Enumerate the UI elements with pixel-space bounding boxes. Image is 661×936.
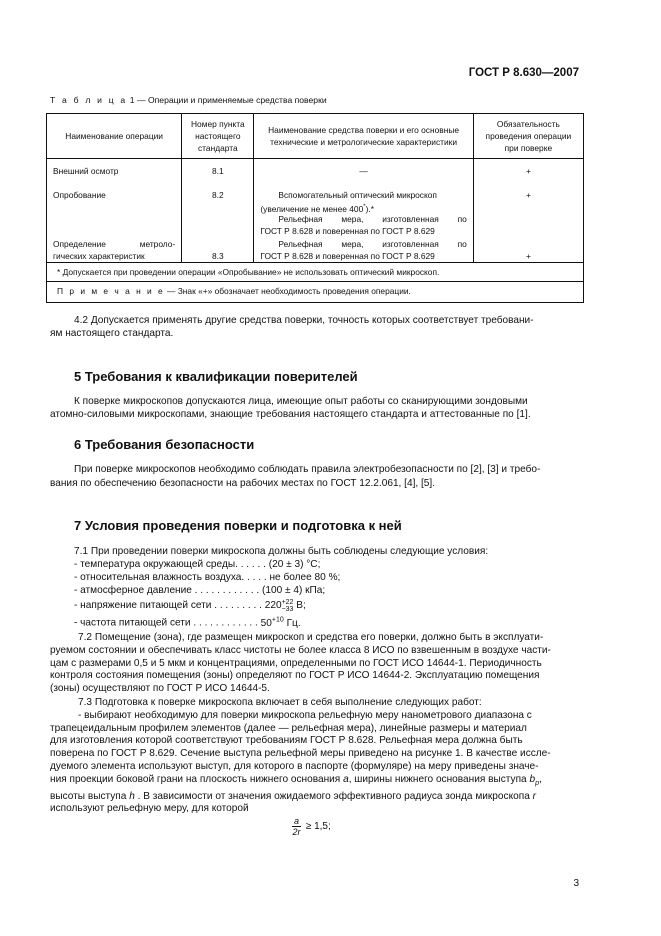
- condition-value: (20 ± 3) °С;: [268, 559, 321, 570]
- table-footnote: * Допускается при проведении операции «Опробывание» не использовать оптический микроскоп.: [47, 263, 584, 282]
- text-line: - выбирают необходимую для поверки микроскопа рельефную меру нанометрового диапазона с: [78, 709, 532, 721]
- means-word-made: изготовленная: [382, 214, 439, 224]
- paragraph-7-2: [50, 632, 586, 696]
- formula-rhs: ≥ 1,5;: [305, 821, 331, 832]
- text-line: для изготовления которой соответствуют требованиям ГОСТ Р 8.628. Рельефная мера должна быть: [50, 735, 523, 747]
- means-word-made: изготовленная: [382, 239, 439, 249]
- condition-temperature: [74, 559, 340, 572]
- row1-req: +: [525, 166, 531, 176]
- row2-name: Опробование: [53, 190, 106, 200]
- row3-name-word2: метроло-: [139, 239, 176, 249]
- condition-label: - напряжение питающей сети . . . . . . . . .: [74, 600, 262, 612]
- condition-label: - температура окружающей среды. . . . . .: [74, 559, 266, 570]
- condition-frequency: [74, 614, 340, 630]
- text-line: поверена по ГОСТ Р 8.629. Сечение выступа рельефной меры приведено на рисунке 1. В качестве иссле-: [50, 748, 551, 760]
- means-word-relief: Рельефная: [278, 214, 323, 224]
- text-line: используют рельефную меру, для которой: [50, 803, 249, 815]
- means-word-mera: мера,: [341, 239, 364, 249]
- row1-means: —: [359, 166, 368, 176]
- row3-name-line1: [53, 238, 175, 250]
- row3-req: +: [525, 251, 531, 261]
- formula: [292, 816, 331, 837]
- row3-means-line1: [260, 238, 466, 250]
- text-line: 7.2 Помещение (зона), где размещен микроскоп и средства его поверки, должно быть в эксплуати-: [78, 632, 544, 643]
- section-5-title: 5 Требования к квалификации поверителей: [74, 369, 358, 384]
- condition-voltage: [74, 597, 340, 614]
- text-line: (зоны) осуществляют по ГОСТ Р ИСО 14644-5.: [50, 683, 270, 695]
- table-header-row: [47, 114, 584, 159]
- text-line: высоты выступа h . В зависимости от значения ожидаемого эффективного радиуса зонда микроскопа r: [50, 790, 536, 802]
- page-number: 3: [573, 878, 579, 889]
- condition-value: 220 +22 −33 В;: [264, 598, 306, 613]
- operations-table: [46, 113, 584, 303]
- condition-label: - частота питающей сети . . . . . . . . . . . .: [74, 617, 258, 629]
- formula-numerator: a: [294, 816, 300, 826]
- means-word-mera: мера,: [341, 214, 364, 224]
- means-word-po: по: [457, 239, 467, 249]
- table-caption-prefix: Т а б л и ц а: [50, 95, 128, 105]
- table-note: [47, 282, 584, 303]
- section-6-line1: При поверке микроскопов необходимо соблюдать правила электробезопасности по [2], [3] и требо-: [74, 464, 541, 475]
- condition-value: (100 ± 4) кПа;: [262, 584, 326, 596]
- condition-pressure: [74, 585, 340, 598]
- text-line: дуемого элемента используют выступ, для которого в паспорте (формуляре) на меру приведены значе-: [50, 760, 539, 772]
- header-clause-number: Номер пункта настоящего стандарта: [182, 114, 254, 159]
- text-line: руемом состоянии и обеспечивать класс чистоты не более класса 8 ИСО по взвешенным в воздухе части-: [50, 644, 551, 656]
- table-note-row: [47, 282, 584, 303]
- section-7-title: 7 Условия проведения поверки и подготовка к ней: [74, 518, 402, 533]
- note-text: — Знак «+» обозначает необходимость проведения операции.: [167, 286, 411, 296]
- condition-label: - атмосферное давление . . . . . . . . . . . .: [74, 584, 260, 596]
- note-prefix: П р и м е ч а н и е: [57, 286, 165, 296]
- row2-req: +: [525, 190, 531, 200]
- formula-denominator: 2r: [292, 827, 301, 837]
- paragraph-7-3: [50, 697, 586, 816]
- row1-num: 8.1: [211, 166, 224, 176]
- means-word-relief: Рельефная: [278, 239, 323, 249]
- table-row: [47, 159, 584, 263]
- text-line: 4.2 Допускается применять другие средства поверки, точность которых соответствует требовани-: [74, 315, 534, 326]
- row1-name: Внешний осмотр: [53, 166, 119, 176]
- header-operation-name: Наименование операции: [47, 114, 182, 159]
- row2-means-line4: ГОСТ Р 8.628 и поверенная по ГОСТ Р 8.629: [260, 226, 435, 236]
- row2-num: 8.2: [211, 190, 224, 200]
- row3-name-word1: Определение: [53, 239, 106, 249]
- text-line: трапецеидальным профилем элементов (далее — рельефная мера), линейные размеры и материал: [50, 722, 527, 734]
- condition-value: не более 80 %;: [269, 571, 341, 583]
- row3-name-line2: гических характеристик: [53, 251, 145, 261]
- row2-means-line1: Вспомогательный оптический микроскоп: [278, 190, 437, 200]
- header-verification-means: Наименование средства поверки и его основные технические и метрологические характеристики: [254, 114, 473, 159]
- condition-humidity: [74, 572, 340, 585]
- means-word-po: по: [457, 214, 467, 224]
- condition-label: - относительная влажность воздуха. . . . .: [74, 571, 267, 583]
- table-caption-text: 1 — Операции и применяемые средства поверки: [129, 95, 327, 105]
- section-5-line2: атомно-силовыми микроскопами, знающие требования настоящего стандарта и аттестованные по [1].: [50, 409, 531, 420]
- table-footnote-row: [47, 263, 584, 282]
- text-line: ния проекции боковой грани на плоскость нижнего основания a, ширины нижнего основания выступа $b_p$,: [50, 773, 542, 787]
- text-line: цам с размерами 0,5 и 5 мкм и концентрациями, определенными по ГОСТ ИСО 14644-1. Периодичность: [50, 657, 542, 669]
- document-header: ГОСТ Р 8.630—2007: [468, 67, 579, 79]
- text-line: контроля состояния помещения (зоны) определяют по ГОСТ Р ИСО 14644-2. Эксплуатацию помещения: [50, 670, 540, 682]
- condition-value: $50^{+10}$ Гц.: [260, 616, 301, 629]
- paragraph-4-2: [74, 315, 534, 328]
- section-6-line2: вания по обеспечению безопасности на рабочих местах по ГОСТ 12.2.061, [4], [5].: [50, 478, 436, 489]
- table-caption: [50, 95, 327, 105]
- paragraph-4-2-cont: ям настоящего стандарта.: [50, 328, 174, 339]
- text-line: 7.3 Подготовка к поверке микроскопа включает в себя выполнение следующих работ:: [78, 697, 482, 708]
- header-obligation: Обязательность проведения операции при поверке: [473, 114, 583, 159]
- paragraph-7-1: 7.1 При проведении поверки микроскопа должны быть соблюдены следующие условия:: [74, 546, 489, 557]
- row2-means-line2: (увеличение не менее 400*).*: [260, 203, 374, 214]
- row3-num: 8.3: [211, 251, 224, 261]
- conditions-list: [74, 559, 340, 631]
- row2-means-line3: [260, 213, 466, 225]
- section-6-title: 6 Требования безопасности: [74, 437, 255, 452]
- row3-means-line2: ГОСТ Р 8.628 и поверенная по ГОСТ Р 8.629: [260, 251, 435, 261]
- section-5-line1: К поверке микроскопов допускаются лица, имеющие опыт работы со сканирующими зондовыми: [74, 396, 528, 407]
